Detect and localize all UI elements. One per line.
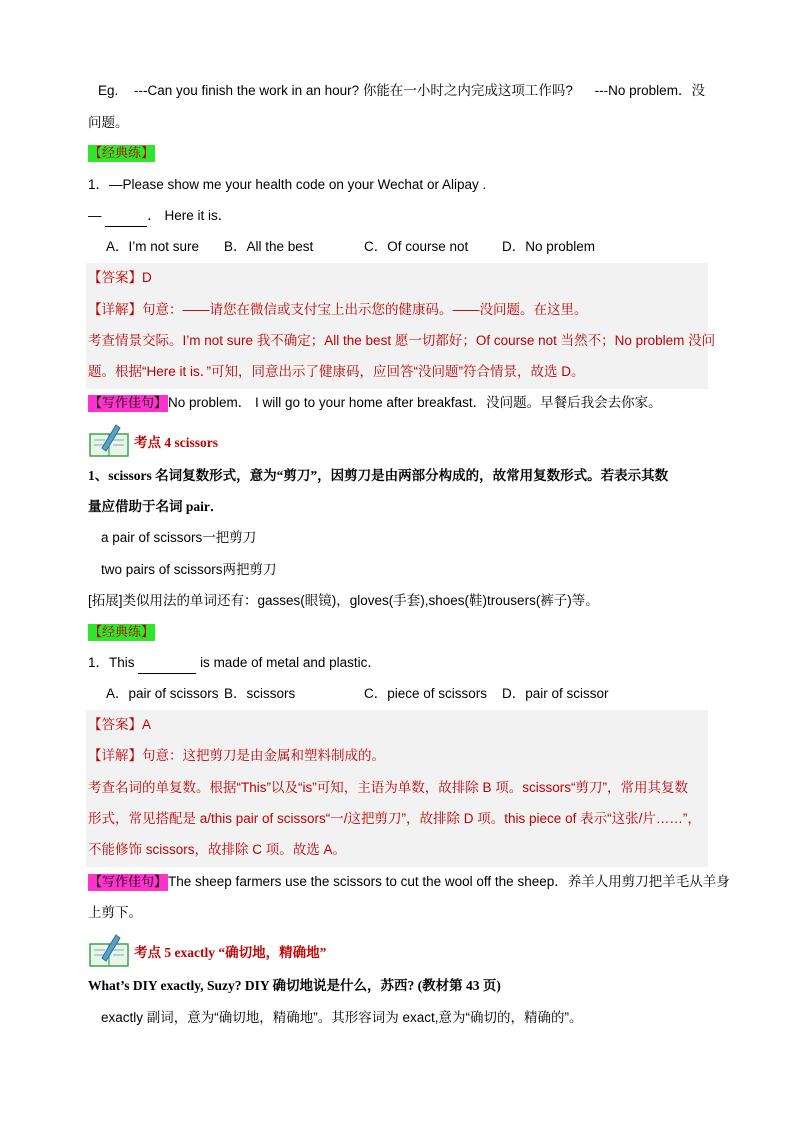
example-line [98,81,705,101]
example-answer: ---No problem．没 [594,83,705,98]
example-label: Eg. [98,83,119,98]
topic4-title: 考点 4 scissors [134,435,218,450]
topic4-example-b: two pairs of scissors两把剪刀 [101,562,277,577]
option-b: B．All the best [224,239,314,254]
exercise2-detail-4: 不能修饰 scissors，故排除 C 项。故选 A。 [88,842,347,857]
exercise2-detail-2: 考查名词的单复数。根据“This”以及“is”可知，主语为单数，故排除 B 项。scissors“剪刀”，常用其复数 [88,780,688,795]
option-d: D．pair of scissor [502,686,609,701]
exercise2-writing: 【写作佳句】The sheep farmers use the scissors to cut the wool off the sheep．养羊人用剪刀把羊毛从羊身 [89,874,730,890]
topic4-example-a: a pair of scissors一把剪刀 [101,530,257,545]
classic-practice-tag: 【经典练】 [89,146,155,161]
topic5-title: 考点 5 exactly “确切地，精确地” [134,945,327,960]
exercise1-detail-1: 【详解】句意：——请您在微信或支付宝上出示您的健康码。——没问题。在这里。 [88,302,588,317]
answer-blank-2 [138,653,196,674]
example-answer-cont: 问题。 [88,115,129,130]
answer-blank [105,206,147,227]
exercise1-detail-2: 考查情景交际。I’m not sure 我不确定；All the best 愿一切都好；Of course not 当然不；No problem 没问 [88,333,716,348]
exercise2-answer: 【答案】A [88,717,152,732]
option-c: C．piece of scissors [364,686,488,701]
topic4-extension: [拓展]类似用法的单词还有：gasses(眼镜)，gloves(手套),shoes(鞋)trousers(裤子)等。 [88,593,599,608]
exercise1-writing: 【写作佳句】No problem． I will go to your home after breakfast．没问题。早餐后我会去你家。 [89,395,662,411]
exercise2-question: 1．This is made of metal and plastic． [88,653,381,674]
option-c: C．Of course not [364,239,469,254]
option-d: D．No problem [502,239,596,254]
exercise2-writing-cont: 上剪下。 [88,905,142,920]
option-a: A．pair of scissors [106,686,219,701]
book-pencil-icon [88,932,132,968]
example-question: ---Can you finish the work in an hour? 你能在一小时之内完成这项工作吗? [134,83,573,98]
exercise2-detail-3: 形式，常见搭配是 a/this pair of scissors“一/这把剪刀”，故排除 D 项。this piece of 表示“这张/片……”， [88,811,701,826]
exercise2-detail-1: 【详解】句意：这把剪刀是由金属和塑料制成的。 [88,748,385,763]
topic4-para-2: 量应借助于名词 pair． [88,499,224,514]
topic4-para-1: 1、scissors 名词复数形式，意为“剪刀”，因剪刀是由两部分构成的，故常用复数形式。若表示其数 [88,468,669,483]
exercise1-reply: — ． Here it is． [88,206,231,227]
exercise1-answer: 【答案】D [88,270,152,285]
topic5-paragraph: exactly 副词，意为“确切地，精确地”。其形容词为 exact,意为“确切的，精确的”。 [101,1010,583,1025]
book-pencil-icon [88,422,132,458]
exercise1-question: 1．—Please show me your health code on your Wechat or Alipay . [88,177,487,192]
topic5-question: What’s DIY exactly, Suzy? DIY 确切地说是什么，苏西? (教材第 43 页) [88,978,501,993]
classic-practice-tag-2: 【经典练】 [89,625,155,640]
option-a: A．I’m not sure [106,239,200,254]
option-b: B．scissors [224,686,296,701]
exercise1-detail-3: 题。根据“Here it is．”可知，同意出示了健康码，应回答“没问题”符合情景，故选 D。 [88,364,585,379]
